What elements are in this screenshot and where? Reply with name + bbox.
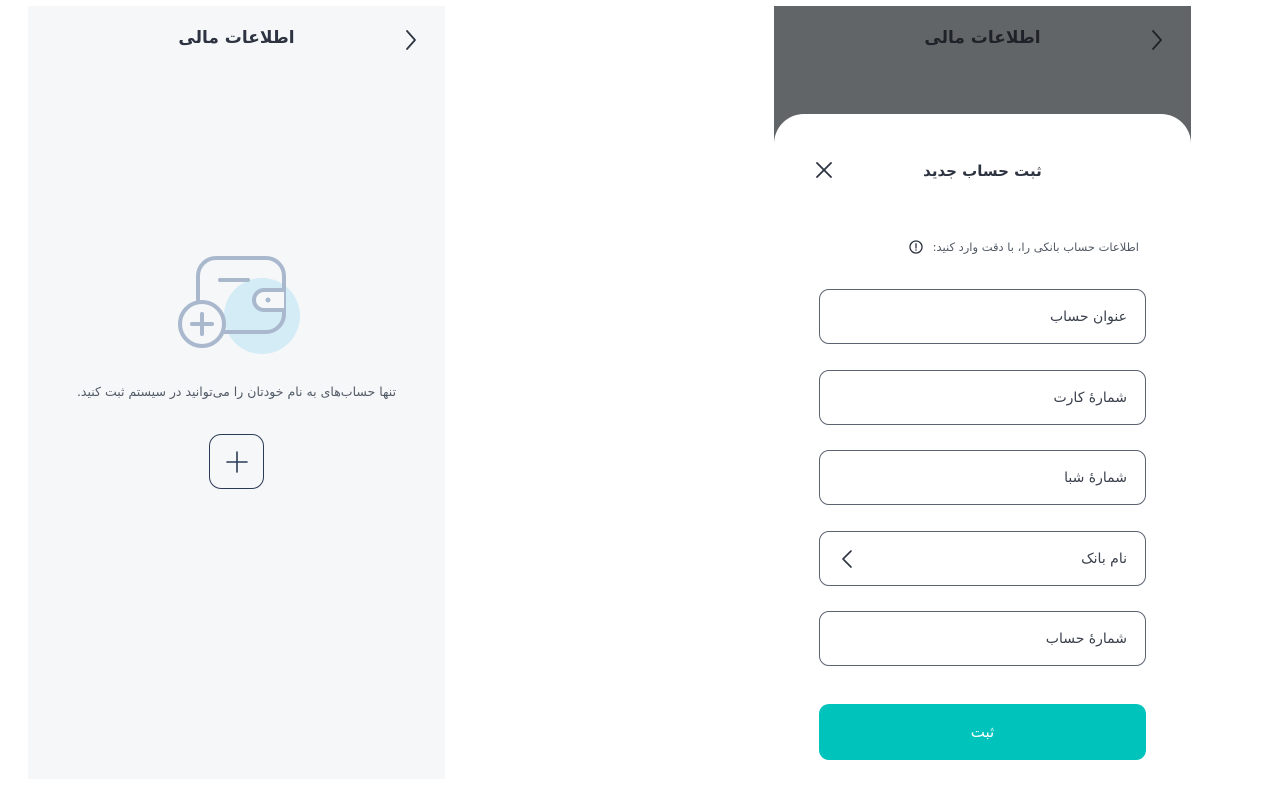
sheba-number-field[interactable] <box>819 450 1146 505</box>
submit-button[interactable] <box>819 704 1146 760</box>
back-button[interactable] <box>1149 28 1165 52</box>
financial-info-screen <box>28 6 445 779</box>
wallet-add-icon <box>176 252 302 358</box>
sheba-number-placeholder: شمارهٔ شبا <box>1064 469 1127 486</box>
notice <box>909 240 1139 254</box>
account-number-placeholder: شمارهٔ حساب <box>1045 630 1127 647</box>
chevron-right-icon <box>405 29 417 51</box>
chevron-right-icon <box>1151 29 1163 51</box>
chevron-left-icon <box>840 549 854 569</box>
info-icon <box>909 240 923 254</box>
page-title: اطلاعات مالی <box>178 28 295 48</box>
back-button[interactable] <box>403 28 419 52</box>
account-title-placeholder: عنوان حساب <box>1049 308 1127 325</box>
submit-label: ثبت <box>970 723 995 741</box>
bank-name-select[interactable] <box>819 531 1146 586</box>
notice-text: اطلاعات حساب بانکی را، با دقت وارد کنید: <box>932 240 1139 254</box>
add-account-sheet <box>774 114 1191 786</box>
sheet-title: ثبت حساب جدید <box>923 162 1042 180</box>
plus-icon <box>225 450 249 474</box>
card-number-field[interactable] <box>819 370 1146 425</box>
financial-info-screen-with-sheet <box>774 6 1191 786</box>
header <box>774 6 1191 76</box>
header <box>28 6 445 76</box>
page-title: اطلاعات مالی <box>924 28 1041 48</box>
bank-name-placeholder: نام بانک <box>1081 550 1127 567</box>
card-number-placeholder: شمارهٔ کارت <box>1053 389 1127 406</box>
add-account-button[interactable] <box>209 434 264 489</box>
empty-state-message: تنها حساب‌های به نام خودتان را می‌توانید در سیستم ثبت کنید. <box>76 384 397 399</box>
account-title-field[interactable] <box>819 289 1146 344</box>
account-number-field[interactable] <box>819 611 1146 666</box>
